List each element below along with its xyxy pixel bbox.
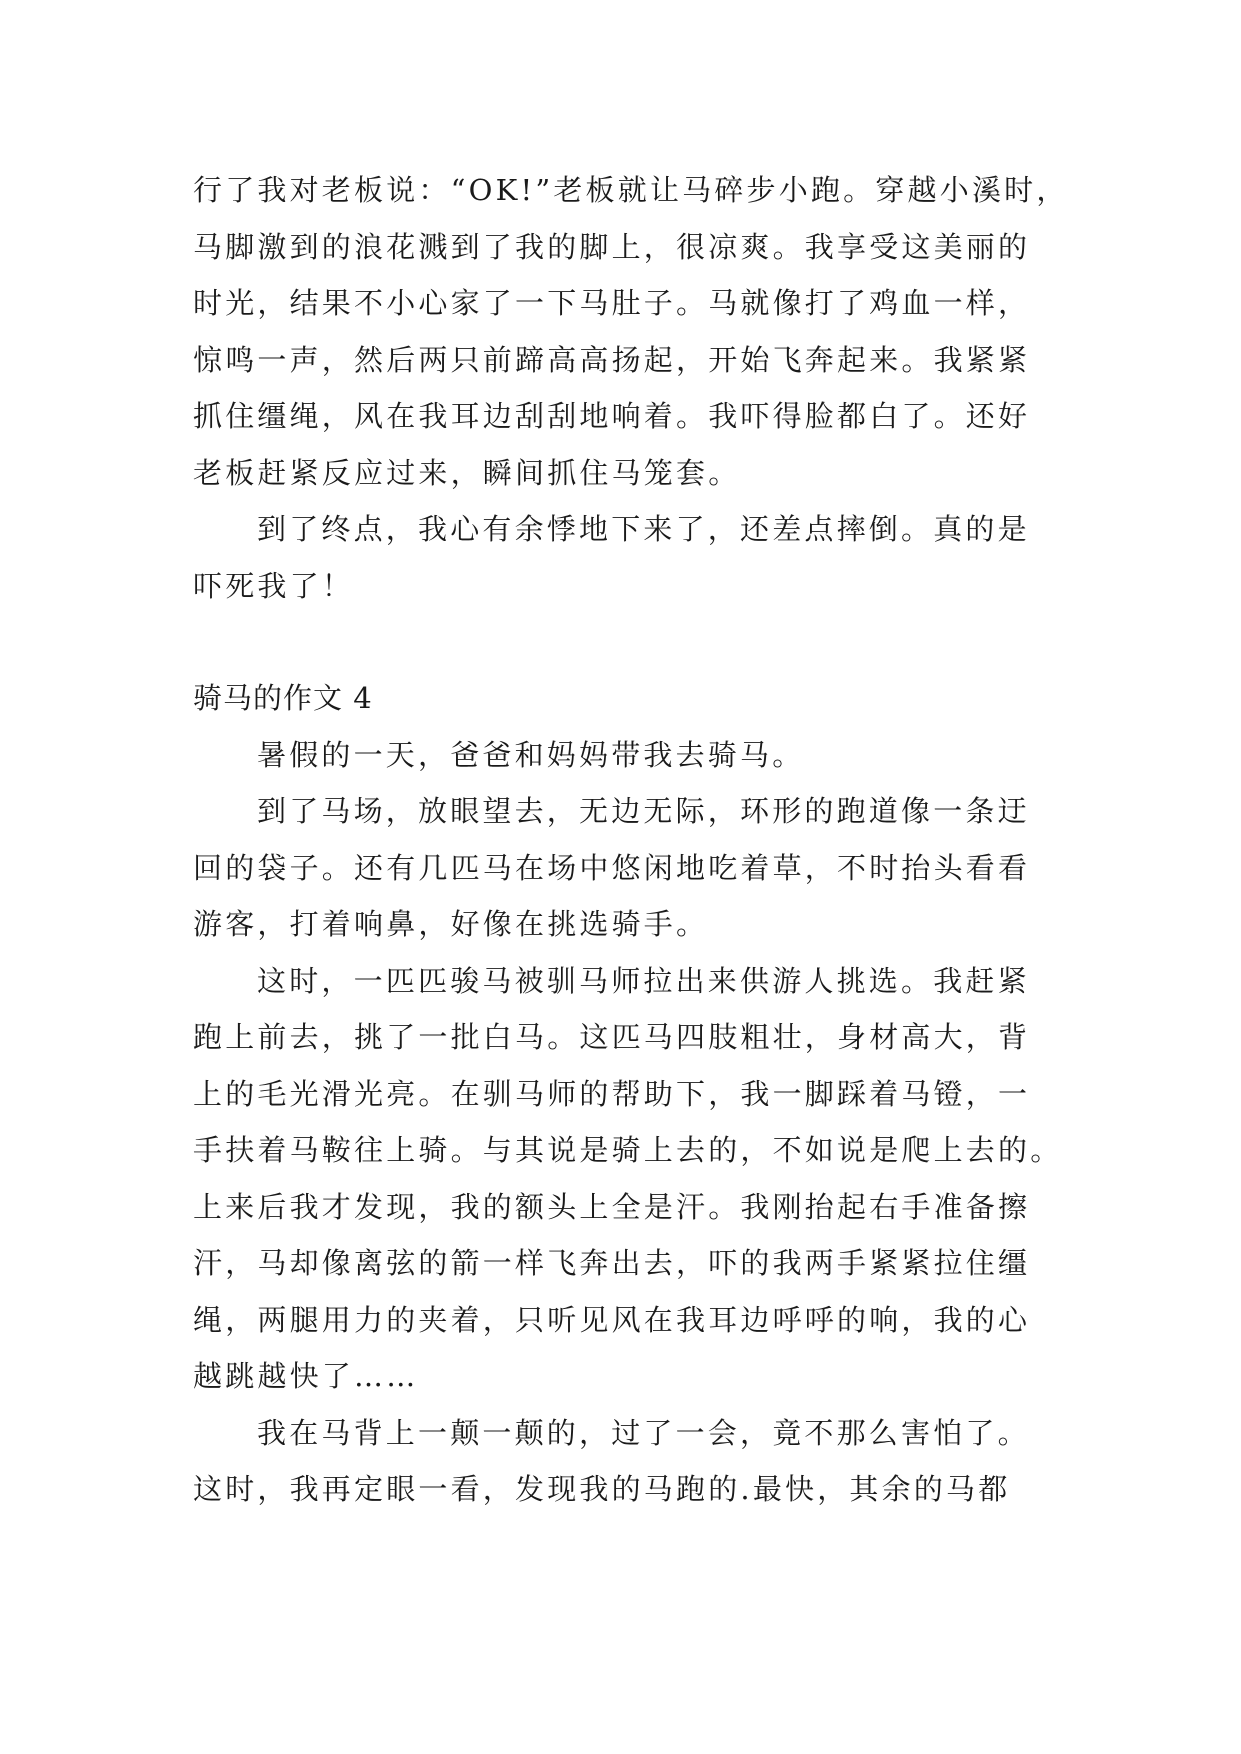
paragraph-story3-ending (193, 501, 1063, 614)
text-line: 抓住缰绳，风在我耳边刮刮地响着。我吓得脸都白了。还好 (193, 399, 1031, 433)
text-line: 这时，一匹匹骏马被驯马师拉出来供游人挑选。我赶紧 (257, 963, 1030, 998)
text-line: 时光，结果不小心家了一下马肚子。马就像打了鸡血一样， (193, 286, 1031, 320)
text-line: 行了我对老板说：“OK!”老板就让马碎步小跑。穿越小溪时， (193, 173, 1069, 207)
text-line: 我在马背上一颠一颠的，过了一会，竟不那么害怕了。 (257, 1415, 1030, 1450)
text-line: 到了马场，放眼望去，无边无际，环形的跑道像一条迂 (257, 794, 1030, 828)
text-line: 马脚激到的浪花溅到了我的脚上，很凉爽。我享受这美丽的 (193, 229, 1031, 264)
text-line: 到了终点，我心有余悸地下来了，还差点摔倒。真的是 (257, 512, 1030, 546)
text-line: 游客，打着响鼻，好像在挑选骑手。 (193, 907, 709, 941)
text-line: 上的毛光滑光亮。在驯马师的帮助下，我一脚踩着马镫，一 (193, 1076, 1031, 1111)
paragraph-story4-4 (193, 1405, 1063, 1518)
section-gap (193, 614, 1063, 670)
text-line: 汗，马却像离弦的箭一样飞奔出去，吓的我两手紧紧拉住缰 (193, 1246, 1031, 1280)
text-line: 跑上前去，挑了一批白马。这匹马四肢粗壮，身材高大，背 (193, 1020, 1031, 1054)
text-line: 绳，两腿用力的夹着，只听见风在我耳边呼呼的响，我的心 (193, 1302, 1031, 1337)
text-line: 惊鸣一声，然后两只前蹄高高扬起，开始飞奔起来。我紧紧 (193, 342, 1031, 377)
text-line: 吓死我了！ (193, 568, 355, 603)
text-line: 上来后我才发现，我的额头上全是汗。我刚抬起右手准备擦 (193, 1189, 1031, 1224)
paragraph-story4-1 (193, 727, 1063, 784)
text-line: 手扶着马鞍往上骑。与其说是骑上去的，不如说是爬上去的。 (193, 1133, 1063, 1167)
text-line: 越跳越快了…… (193, 1359, 419, 1393)
text-line: 回的袋子。还有几匹马在场中悠闲地吃着草，不时抬头看看 (193, 850, 1031, 885)
document-page (193, 162, 1069, 1518)
paragraph-story4-2 (193, 783, 1063, 953)
section-title: 骑马的作文 4 (193, 681, 373, 715)
text-line: 老板赶紧反应过来，瞬间抓住马笼套。 (193, 455, 741, 490)
paragraph-story3-continuation (193, 162, 1069, 501)
paragraph-story4-3 (193, 953, 1063, 1405)
text-line: 这时，我再定眼一看，发现我的马跑的.最快，其余的马都 (193, 1472, 1011, 1506)
text-line: 暑假的一天，爸爸和妈妈带我去骑马。 (257, 737, 805, 772)
